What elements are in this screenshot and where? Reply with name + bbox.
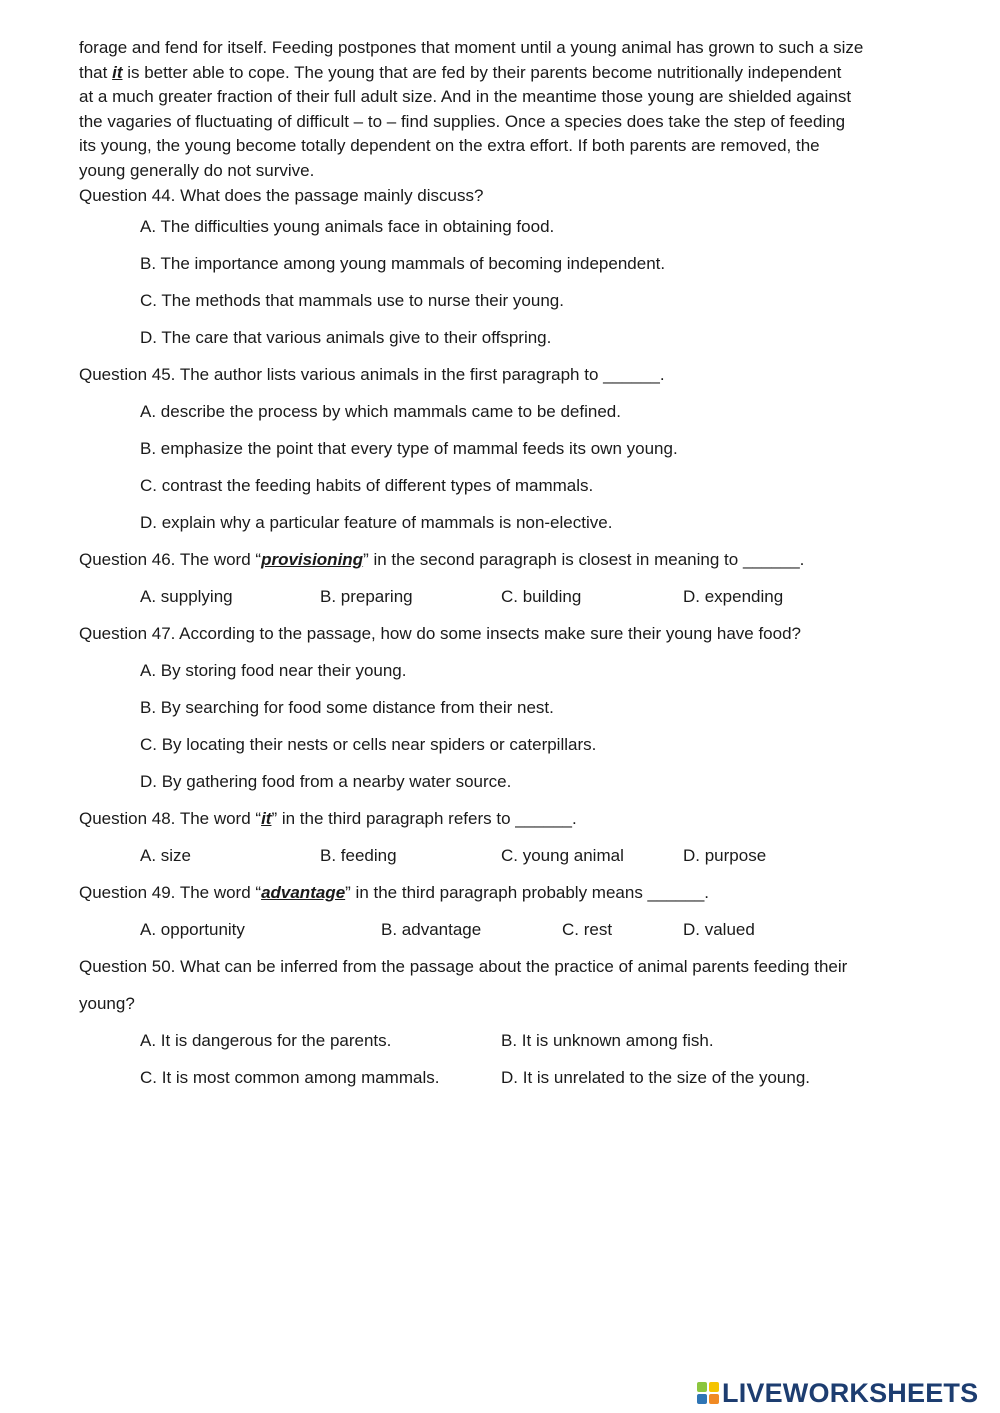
passage-line: young generally do not survive.	[79, 160, 315, 180]
question-44	[79, 184, 921, 356]
question-47	[79, 615, 921, 800]
options-row	[79, 911, 921, 948]
options-row	[79, 1059, 921, 1096]
option-c[interactable]: C. It is most common among mammals.	[140, 1067, 440, 1087]
question-stem: Question 48. The word “it” in the third paragraph refers to ______.	[79, 808, 577, 828]
passage-line: the vagaries of fluctuating of difficult – to – find supplies. Once a species does take the step of feeding	[79, 111, 846, 131]
option-a[interactable]: A. describe the process by which mammals came to be defined.	[140, 401, 621, 421]
option-c[interactable]: C. rest	[562, 919, 613, 939]
options-row	[79, 837, 921, 874]
option-b[interactable]: B. advantage	[381, 919, 482, 939]
liveworksheets-logo	[697, 1378, 978, 1408]
keyword: advantage	[261, 882, 346, 902]
worksheet-page	[79, 36, 921, 1096]
option-b[interactable]: B. preparing	[320, 586, 413, 606]
option-a[interactable]: A. size	[140, 845, 192, 865]
option-a[interactable]: A. opportunity	[140, 919, 245, 939]
passage-line: that it is better able to cope. The young that are fed by their parents become nutritionally independent	[79, 62, 842, 82]
reading-passage	[79, 36, 921, 184]
question-stem: Question 45. The author lists various animals in the first paragraph to ______.	[79, 364, 665, 384]
option-a[interactable]: A. The difficulties young animals face in obtaining food.	[140, 216, 555, 236]
question-stem: Question 46. The word “provisioning” in the second paragraph is closest in meaning to ______.	[79, 549, 805, 569]
options-row	[79, 578, 921, 615]
brand-name: LIVEWORKSHEETS	[722, 1377, 979, 1408]
liveworksheets-logo-icon	[697, 1382, 719, 1404]
option-b[interactable]: B. It is unknown among fish.	[501, 1030, 714, 1050]
option-d[interactable]: D. expending	[683, 586, 784, 606]
question-stem: Question 50. What can be inferred from the passage about the practice of animal parents feeding their	[79, 956, 848, 976]
option-c[interactable]: C. building	[501, 586, 582, 606]
question-50	[79, 948, 921, 1096]
option-b[interactable]: B. By searching for food some distance from their nest.	[140, 697, 554, 717]
option-c[interactable]: C. contrast the feeding habits of different types of mammals.	[140, 475, 594, 495]
option-d[interactable]: D. By gathering food from a nearby water source.	[140, 771, 512, 791]
option-b[interactable]: B. The importance among young mammals of becoming independent.	[140, 253, 666, 273]
question-stem: Question 47. According to the passage, how do some insects make sure their young have food?	[79, 623, 801, 643]
passage-line: its young, the young become totally dependent on the extra effort. If both parents are removed, the	[79, 136, 820, 156]
passage-line: forage and fend for itself. Feeding postpones that moment until a young animal has grown to such a size	[79, 38, 864, 57]
question-stem-cont: young?	[79, 993, 135, 1013]
question-46	[79, 541, 921, 615]
question-stem: Question 44. What does the passage mainly discuss?	[79, 185, 484, 205]
option-d[interactable]: D. purpose	[683, 845, 767, 865]
option-a[interactable]: A. By storing food near their young.	[140, 660, 407, 680]
option-c[interactable]: C. young animal	[501, 845, 624, 865]
option-d[interactable]: D. valued	[683, 919, 755, 939]
highlighted-word-it: it	[112, 62, 123, 82]
question-stem: Question 49. The word “advantage” in the third paragraph probably means ______.	[79, 882, 710, 902]
option-d[interactable]: D. The care that various animals give to their offspring.	[140, 327, 552, 347]
option-b[interactable]: B. emphasize the point that every type of mammal feeds its own young.	[140, 438, 678, 458]
keyword: provisioning	[261, 549, 364, 569]
option-c[interactable]: C. The methods that mammals use to nurse their young.	[140, 290, 564, 310]
question-45	[79, 356, 921, 541]
options-row	[79, 1022, 921, 1059]
option-a[interactable]: A. supplying	[140, 586, 233, 606]
option-b[interactable]: B. feeding	[320, 845, 397, 865]
option-a[interactable]: A. It is dangerous for the parents.	[140, 1030, 392, 1050]
passage-line: at a much greater fraction of their full adult size. And in the meantime those young are shielded against	[79, 87, 852, 107]
option-d[interactable]: D. It is unrelated to the size of the young.	[501, 1067, 811, 1087]
question-48	[79, 800, 921, 874]
option-d[interactable]: D. explain why a particular feature of mammals is non-elective.	[140, 512, 613, 532]
keyword: it	[261, 808, 272, 828]
option-c[interactable]: C. By locating their nests or cells near spiders or caterpillars.	[140, 734, 597, 754]
question-49	[79, 874, 921, 948]
